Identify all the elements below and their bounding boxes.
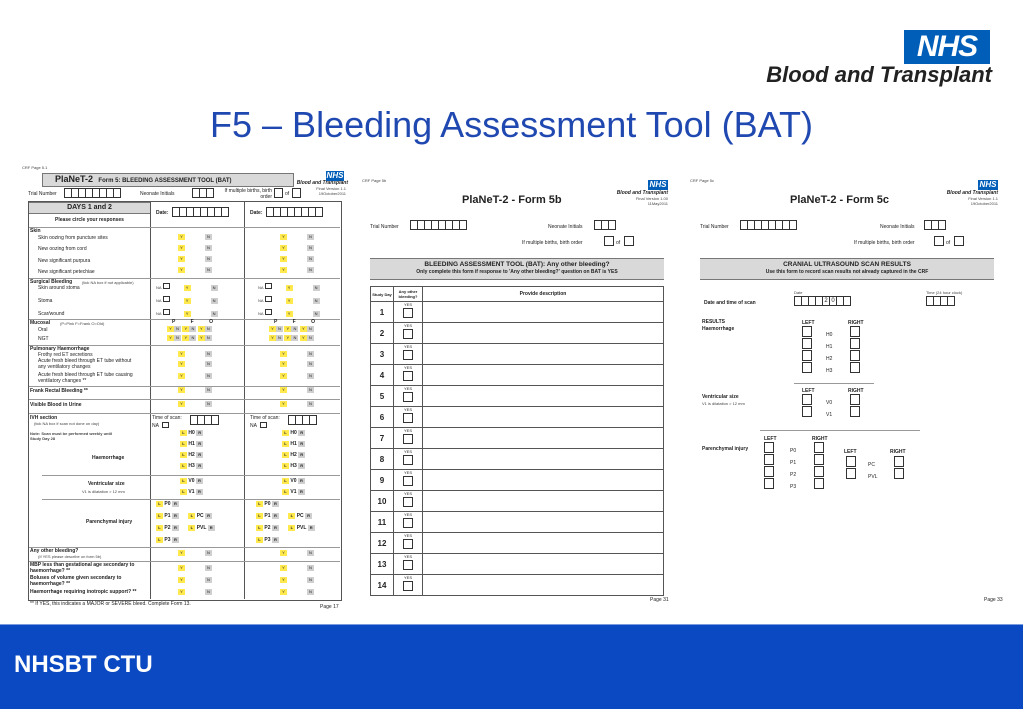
footer-bar (0, 624, 1023, 709)
neonate-initials-field[interactable] (924, 220, 945, 230)
form-5-page-number: Page 17 (320, 604, 339, 610)
right-label: RIGHT (812, 436, 828, 442)
yes-checkbox[interactable] (403, 308, 413, 318)
results-label: RESULTS (702, 319, 725, 325)
v-codes-day2[interactable]: L V0 R L V1 R (282, 478, 305, 500)
ventricular-label: Ventricular size (702, 394, 739, 400)
ventricular-label: Ventricular size (88, 481, 125, 487)
of-label: of (946, 240, 951, 246)
time-of-scan-day1[interactable] (190, 415, 218, 425)
yes-cell[interactable] (394, 470, 423, 491)
pulmonary-item: Frothy red ET secretions (38, 352, 93, 358)
table-row (371, 449, 664, 470)
yes-checkbox[interactable] (403, 455, 413, 465)
study-day-cell: 7 (371, 428, 394, 449)
mucosal-item: NGT (38, 336, 49, 342)
yes-cell[interactable] (394, 302, 423, 323)
org-name: Blood and Transplant (946, 190, 998, 196)
yes-checkbox[interactable] (403, 434, 413, 444)
study-day-cell: 14 (371, 575, 394, 596)
slide-title: F5 – Bleeding Assessment Tool (BAT) (210, 104, 813, 145)
yes-cell[interactable] (394, 428, 423, 449)
multiple-births-label: If multiple births, birth order (522, 240, 583, 246)
nhs-mini-logo: NHS (979, 180, 997, 189)
table-row (371, 386, 664, 407)
date-time-of-scan-label: Date and time of scan (704, 300, 756, 306)
study-day-cell: 13 (371, 554, 394, 575)
yes-cell[interactable] (394, 323, 423, 344)
birth-order-field[interactable] (274, 188, 283, 198)
v-codes-day1[interactable]: L V0 R L V1 R (180, 478, 203, 500)
version-date: 19October2011 (318, 191, 346, 196)
study-day-cell: 10 (371, 491, 394, 512)
time-label: Time (24 hour clock) (926, 290, 963, 295)
table-row (371, 533, 664, 554)
trial-number-field[interactable] (64, 188, 120, 198)
date-label-day2: Date: (250, 210, 263, 216)
pfo-header-day2: P F O (274, 319, 315, 325)
mucosal-options-day2[interactable]: Y N Y N Y N Y N Y N Y N (269, 326, 314, 344)
crf-page-label: CRF Page 5b (362, 178, 387, 183)
na-checkbox-day1[interactable] (162, 422, 169, 428)
bolus-question: Boluses of volume given secondary to haemorrhage? ** (30, 575, 122, 587)
yes-cell[interactable] (394, 533, 423, 554)
table-row (371, 407, 664, 428)
footer-label: NHSBT CTU (14, 651, 153, 678)
yes-checkbox[interactable] (403, 581, 413, 591)
description-cell[interactable] (423, 491, 664, 512)
yes-checkbox[interactable] (403, 518, 413, 528)
skin-yn-day2[interactable]: Y N Y N Y N Y N (280, 234, 314, 278)
nhs-logo: NHS (904, 30, 990, 64)
form-5b-page (362, 178, 672, 606)
na-label-day2: NA (250, 423, 257, 429)
form-5c-title: PlaNeT-2 - Form 5c (790, 194, 890, 206)
parenchymal-label: Parenchymal injury (702, 446, 749, 452)
urine-yn-day1[interactable]: Y N (178, 401, 212, 407)
urine-heading: Visible Blood in Urine (30, 402, 82, 408)
study-day-cell: 5 (371, 386, 394, 407)
study-day-cell: 6 (371, 407, 394, 428)
description-cell[interactable] (423, 386, 664, 407)
right-label: RIGHT (848, 320, 864, 326)
p-left-boxes[interactable] (764, 442, 774, 489)
rectal-yn-day2[interactable]: Y N (280, 387, 314, 393)
yes-label: YES (403, 491, 412, 496)
any-other-bleeding-label: Any other bleeding? (30, 548, 79, 554)
org-name: Blood and Transplant (616, 190, 668, 196)
table-row (371, 575, 664, 596)
multiple-births-label: If multiple births, birth order (854, 240, 915, 246)
pulmonary-yn-day1[interactable]: Y N Y N Y N (178, 351, 212, 385)
study-day-cell: 2 (371, 323, 394, 344)
surgical-item: Skin around stoma (38, 285, 80, 291)
births-total-field[interactable] (624, 236, 634, 246)
pulmonary-item: Acute fresh bleed through ET tube without any ventilatory changes (38, 358, 132, 370)
mbp-yn-day1[interactable]: Y N (178, 565, 212, 571)
col-study-day: Study Day (371, 287, 394, 302)
pc-pvl-left-boxes[interactable] (846, 456, 856, 479)
description-cell[interactable] (423, 554, 664, 575)
yes-checkbox[interactable] (403, 497, 413, 507)
form-5-title: Form 5: BLEEDING ASSESSMENT TOOL (BAT) (98, 178, 232, 184)
ivh-heading: IVH section (30, 415, 58, 421)
ivh-scan-note: Note: Scan must be performed weekly until Study Day 28 (30, 431, 113, 441)
h-codes: H0 H1 H2 H3 (826, 332, 833, 374)
mucosal-heading: Mucosal (30, 320, 51, 326)
time-of-scan-label-day1: Time of scan: (152, 415, 182, 421)
yes-label: YES (403, 344, 412, 349)
yes-cell[interactable] (394, 512, 423, 533)
surgical-item: Stoma (38, 298, 53, 304)
p-codes-day1[interactable]: L P0 R L P1 R L PC R L P2 R L PVL R L P3 R (156, 501, 215, 549)
yes-checkbox[interactable] (403, 392, 413, 402)
neonate-initials-field[interactable] (594, 220, 615, 230)
ivh-note: (tick NA box if scan not done on day) (34, 421, 100, 426)
of-label: of (616, 240, 621, 246)
date-field-day2[interactable] (266, 207, 322, 217)
neonate-initials-label: Neonate Initials (140, 191, 175, 197)
date-field-day1[interactable] (172, 207, 228, 217)
yes-label: YES (403, 554, 412, 559)
ventricular-note: V1 is dilatation > 12 mm (82, 489, 125, 494)
table-row (371, 428, 664, 449)
form-5c-section-note: Use this form to record scan results not already captured in the CRF (765, 269, 929, 275)
rectal-heading: Frank Rectal Bleeding ** (30, 388, 88, 394)
form-5b-section-title: BLEEDING ASSESSMENT TOOL (BAT): Any other bleeding? (424, 261, 610, 268)
table-row (371, 554, 664, 575)
description-cell[interactable] (423, 344, 664, 365)
scan-date-field[interactable]: 2 0 (794, 296, 850, 306)
pulmonary-heading: Pulmonary Haemorrhage (30, 346, 90, 352)
form-5b-title: PlaNeT-2 - Form 5b (462, 194, 562, 206)
description-cell[interactable] (423, 533, 664, 554)
neonate-initials-label: Neonate Initials (548, 224, 583, 230)
crf-page-label: CRF Page 5.1 (22, 165, 48, 170)
table-row (371, 491, 664, 512)
trial-number-label: Trial Number (370, 224, 399, 230)
urine-yn-day2[interactable]: Y N (280, 401, 314, 407)
left-label: LEFT (764, 436, 777, 442)
pulmonary-yn-day2[interactable]: Y N Y N Y N (280, 351, 314, 385)
date-label: Date (794, 290, 803, 295)
inotrope-question: Haemorrhage requiring inotropic support? ** (30, 589, 137, 595)
version: Final Version 1.1 (968, 196, 998, 201)
yes-checkbox[interactable] (403, 350, 413, 360)
form-5c-page-number: Page 33 (984, 597, 1003, 603)
parenchymal-label: Parenchymal injury (86, 519, 133, 525)
yes-checkbox[interactable] (403, 539, 413, 549)
h-left-boxes[interactable] (802, 326, 812, 373)
crf-page-label: CRF Page 5c (690, 178, 715, 183)
pc-pvl-right-boxes[interactable] (894, 456, 904, 479)
form-5b-section-header (370, 258, 664, 280)
skin-item: New significant purpura (38, 258, 91, 264)
description-cell[interactable] (423, 449, 664, 470)
scan-time-field[interactable] (926, 296, 954, 306)
trial-number-field[interactable] (740, 220, 796, 230)
study-day-cell: 3 (371, 344, 394, 365)
description-cell[interactable] (423, 512, 664, 533)
study-day-cell: 9 (371, 470, 394, 491)
rectal-yn-day1[interactable]: Y N (178, 387, 212, 393)
na-checkbox-day2[interactable] (260, 422, 267, 428)
yes-label: YES (403, 449, 412, 454)
date-label-day1: Date: (156, 210, 169, 216)
births-total-field[interactable] (292, 188, 301, 198)
table-row (371, 470, 664, 491)
skin-item: New significant petechiae (38, 269, 95, 275)
surgical-options-day1[interactable]: NA Y N NA Y N NA Y N (156, 283, 218, 322)
nhs-mini-logo: NHS (326, 171, 344, 180)
table-row (371, 365, 664, 386)
col-description: Provide description (423, 287, 664, 302)
yes-cell[interactable] (394, 386, 423, 407)
v-right-boxes[interactable] (850, 394, 860, 417)
yes-cell[interactable] (394, 554, 423, 575)
haemorrhage-label: Haemorrhage (92, 455, 125, 461)
mbp-question: MBP less than gestational age secondary to haemorrhage? ** (30, 562, 135, 574)
planet-name: PlaNeT-2 (55, 174, 94, 184)
v-codes: V0 V1 (826, 400, 833, 418)
pfo-header-day1: P F O (172, 319, 213, 325)
version-date: 11May2011 (647, 201, 668, 206)
skin-item: Skin oozing from puncture sites (38, 235, 108, 241)
yes-checkbox[interactable] (403, 371, 413, 381)
yes-cell[interactable] (394, 449, 423, 470)
bolus-yn-day2[interactable]: Y N (280, 577, 314, 583)
version-date: 19October2011 (970, 201, 998, 206)
table-row (371, 344, 664, 365)
mucosal-note: (P=Pink F=Frank O=Old) (60, 321, 105, 326)
version: Final Version 1.1 (316, 186, 346, 191)
yes-cell[interactable] (394, 407, 423, 428)
any-other-yn-day2[interactable]: Y N (280, 550, 314, 556)
skin-item: New oozing from cord (38, 246, 87, 252)
left-label: LEFT (802, 320, 815, 326)
description-cell[interactable] (423, 428, 664, 449)
description-cell[interactable] (423, 365, 664, 386)
yes-label: YES (403, 302, 412, 307)
v-left-boxes[interactable] (802, 394, 812, 417)
yes-checkbox[interactable] (403, 329, 413, 339)
births-total-field[interactable] (954, 236, 964, 246)
study-day-cell: 1 (371, 302, 394, 323)
p-right-boxes[interactable] (814, 442, 824, 489)
circle-instruction: Please circle your responses (55, 217, 124, 223)
yes-checkbox[interactable] (403, 560, 413, 570)
yes-label: YES (403, 407, 412, 412)
org-name: Blood and Transplant (296, 180, 348, 186)
of-label: of (285, 191, 290, 197)
description-cell[interactable] (423, 407, 664, 428)
yes-cell[interactable] (394, 365, 423, 386)
version: Final Version 1.00 (635, 196, 668, 201)
trial-number-label: Trial Number (28, 191, 57, 197)
bolus-yn-day1[interactable]: Y N (178, 577, 212, 583)
yes-label: YES (403, 512, 412, 517)
yes-label: YES (403, 575, 412, 580)
study-day-cell: 11 (371, 512, 394, 533)
bat-other-bleeding-table (370, 286, 664, 596)
form-5c-page (690, 178, 1006, 606)
form-5-title-bar (42, 173, 294, 187)
inotrope-yn-day2[interactable]: Y N (280, 589, 314, 595)
na-label-day1: NA (152, 423, 159, 429)
any-other-yn-day1[interactable]: Y N (178, 550, 212, 556)
form-5c-section-title: CRANIAL ULTRASOUND SCAN RESULTS (783, 261, 911, 268)
table-row (371, 512, 664, 533)
mbp-yn-day2[interactable]: Y N (280, 565, 314, 571)
right-label: RIGHT (890, 449, 906, 455)
multiple-births-label: If multiple births, birth order (224, 188, 272, 200)
study-day-cell: 4 (371, 365, 394, 386)
inotrope-yn-day1[interactable]: Y N (178, 589, 212, 595)
yes-cell[interactable] (394, 344, 423, 365)
yes-label: YES (403, 365, 412, 370)
table-row (371, 323, 664, 344)
yes-cell[interactable] (394, 491, 423, 512)
skin-yn-day1[interactable]: Y N Y N Y N Y N (178, 234, 212, 278)
left-label: LEFT (802, 388, 815, 394)
haemorrhage-label: Haemorrhage (702, 326, 735, 332)
col-any-other: Any other bleeding? (394, 287, 423, 302)
right-label: RIGHT (848, 388, 864, 394)
time-of-scan-day2[interactable] (288, 415, 316, 425)
trial-number-label: Trial Number (700, 224, 729, 230)
neonate-initials-label: Neonate Initials (880, 224, 915, 230)
yes-label: YES (403, 533, 412, 538)
study-day-cell: 8 (371, 449, 394, 470)
days-heading: DAYS 1 and 2 (29, 202, 150, 214)
yes-label: YES (403, 470, 412, 475)
mucosal-item: Oral (38, 327, 48, 333)
birth-order-field[interactable] (934, 236, 944, 246)
form-5c-section-header (700, 258, 994, 280)
form-5-footnote: ** If YES, this indicates a MAJOR or SEVERE bleed. Complete Form 13. (30, 601, 191, 607)
yes-checkbox[interactable] (403, 413, 413, 423)
birth-order-field[interactable] (604, 236, 614, 246)
table-row (371, 302, 664, 323)
any-other-bleeding-note: (If YES please describe on form 5b) (38, 554, 102, 559)
skin-heading: Skin (30, 228, 41, 234)
surgical-options-day2[interactable]: NA Y N NA Y N NA Y N (258, 283, 320, 322)
yes-label: YES (403, 386, 412, 391)
p-codes: P0 P1 P2 P3 (790, 448, 797, 490)
form-5-page (22, 165, 348, 615)
pulmonary-item: Acute fresh bleed through ET tube causing ventilatory changes ** (38, 372, 133, 384)
nhs-mini-logo: NHS (649, 180, 667, 189)
form-5b-page-number: Page 31 (650, 597, 669, 603)
yes-checkbox[interactable] (403, 476, 413, 486)
description-cell[interactable] (423, 323, 664, 344)
h-codes-day2[interactable]: L H0 R L H1 R L H2 R L H3 R (282, 430, 305, 474)
surgical-note: (tick NA box if not applicable) (82, 280, 134, 285)
description-cell[interactable] (423, 470, 664, 491)
yes-cell[interactable] (394, 575, 423, 596)
study-day-cell: 12 (371, 533, 394, 554)
surgical-heading: Surgical Bleeding (30, 279, 73, 285)
left-label: LEFT (844, 449, 857, 455)
time-of-scan-label-day2: Time of scan: (250, 415, 280, 421)
logo-subtitle: Blood and Transplant (766, 62, 992, 87)
ventricular-note: V1 is dilatation > 12 mm (702, 401, 745, 406)
form-5b-section-note: Only complete this form if response to 'Any other bleeding?' question on BAT is YES (416, 269, 618, 275)
yes-label: YES (403, 428, 412, 433)
pc-pvl-codes: PC PVL (868, 462, 878, 480)
h-codes-day1[interactable]: L H0 R L H1 R L H2 R L H3 R (180, 430, 203, 474)
mucosal-options-day1[interactable]: Y N Y N Y N Y N Y N Y N (167, 326, 212, 344)
p-codes-day2[interactable]: L P0 R L P1 R L PC R L P2 R L PVL R L P3 R (256, 501, 315, 549)
yes-label: YES (403, 323, 412, 328)
surgical-item: Scar/wound (38, 311, 65, 317)
trial-number-field[interactable] (410, 220, 466, 230)
description-cell[interactable] (423, 575, 664, 596)
neonate-initials-field[interactable] (192, 188, 213, 198)
h-right-boxes[interactable] (850, 326, 860, 373)
description-cell[interactable] (423, 302, 664, 323)
